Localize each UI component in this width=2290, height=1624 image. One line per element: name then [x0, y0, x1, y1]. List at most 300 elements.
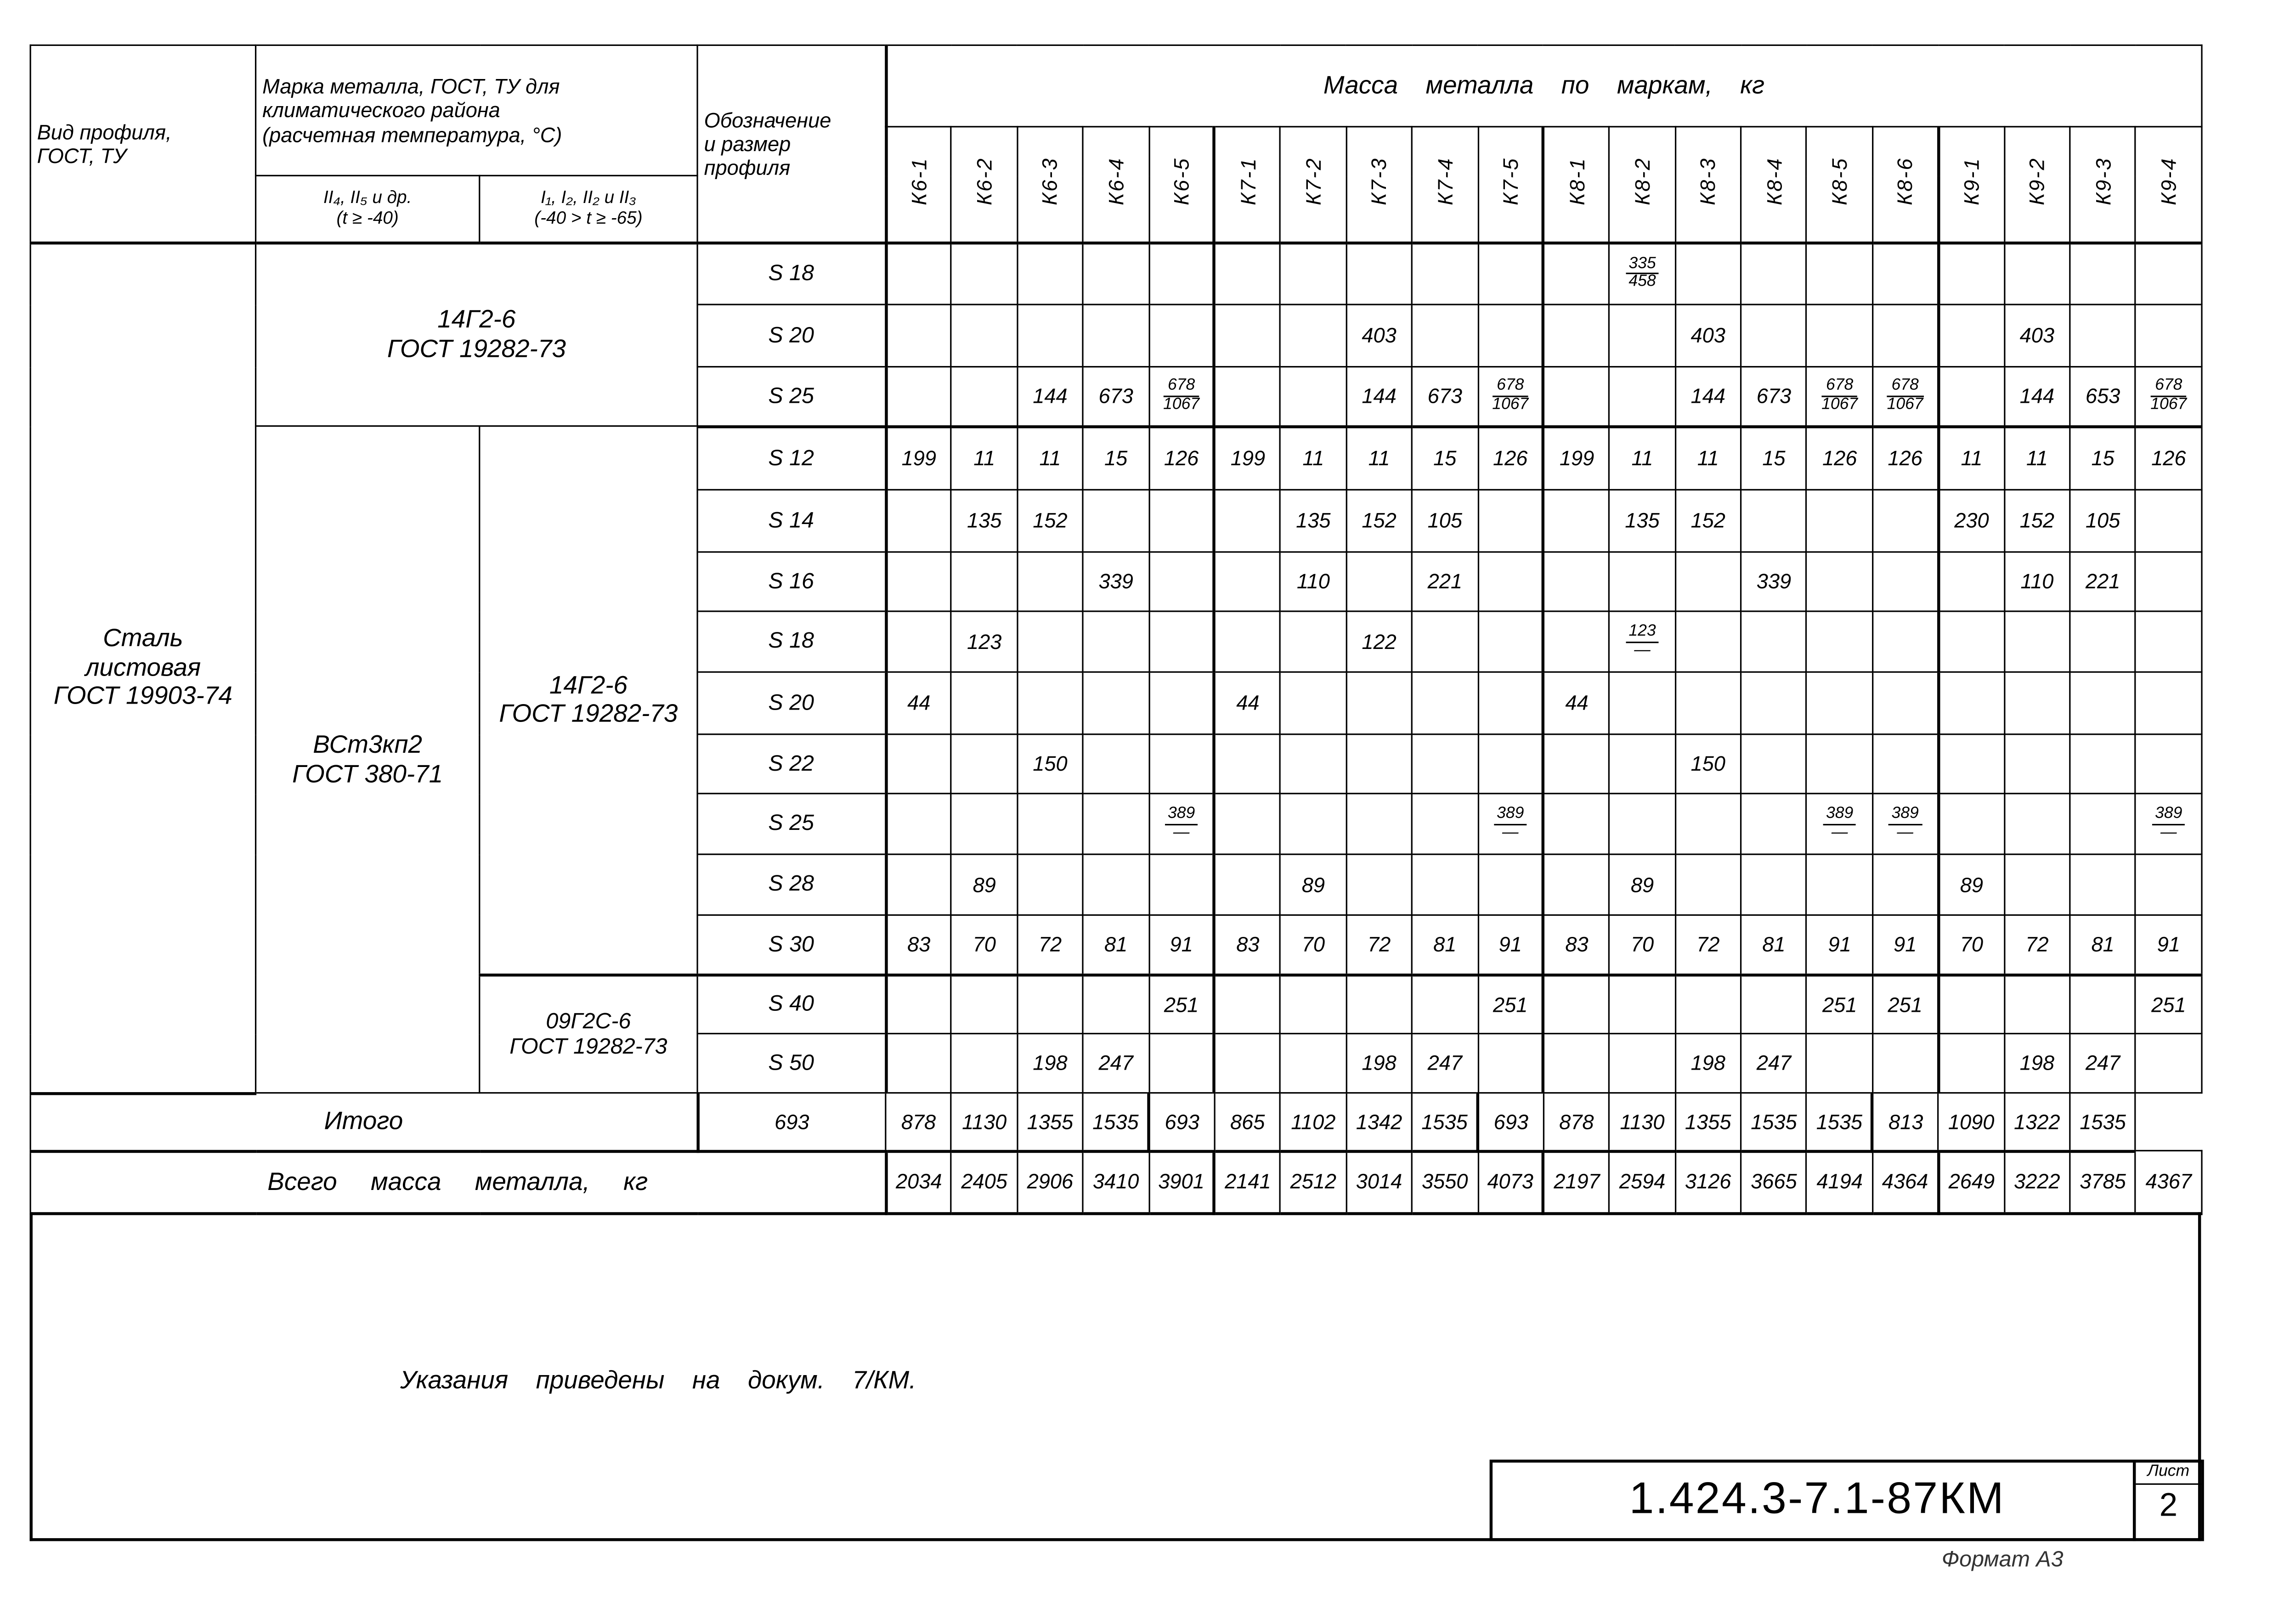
- mass-cell: [1346, 552, 1412, 611]
- mass-cell: 126: [1872, 426, 1938, 490]
- mass-cell: 3126: [1675, 1150, 1741, 1213]
- mass-cell: [1083, 304, 1149, 367]
- mass-cell: [951, 794, 1017, 854]
- sheet-label: Лист: [2136, 1463, 2201, 1485]
- mass-cell: [1807, 490, 1872, 552]
- mass-cell: [1872, 242, 1938, 305]
- mass-cell: 91: [1478, 915, 1544, 974]
- mass-cell: 126: [2136, 426, 2201, 490]
- mark-header: [1346, 127, 1412, 242]
- mass-cell: 1535: [2070, 1093, 2136, 1151]
- mass-cell: 1535: [1741, 1093, 1807, 1151]
- mass-cell: [1346, 854, 1412, 915]
- mass-fraction: [2150, 378, 2187, 414]
- mass-cell: [886, 490, 951, 552]
- mark-label: К7-3: [1367, 158, 1391, 206]
- mass-cell: [951, 552, 1017, 611]
- mass-cell: 813: [1872, 1093, 1938, 1151]
- fraction-bottom: 458: [1628, 273, 1656, 291]
- fraction-top: 389: [1494, 806, 1527, 824]
- designation-cell: S 50: [697, 1033, 886, 1093]
- mass-cell: [1280, 974, 1346, 1033]
- mass-cell: [1544, 367, 1609, 426]
- mark-label: К8-4: [1762, 158, 1786, 206]
- mass-cell: [1149, 1033, 1215, 1093]
- mass-cell: [1346, 242, 1412, 305]
- mass-cell: [1149, 611, 1215, 672]
- mass-cell: [1083, 672, 1149, 734]
- mass-cell: [1675, 552, 1741, 611]
- mass-cell: [2004, 242, 2070, 305]
- mass-cell: [1609, 367, 1675, 426]
- mass-cell: [1544, 552, 1609, 611]
- mass-cell: 2405: [951, 1150, 1017, 1213]
- mass-cell: 44: [1544, 672, 1609, 734]
- subtotal-row: [30, 1093, 2201, 1151]
- mass-cell: 15: [1083, 426, 1149, 490]
- mass-cell: 1355: [1017, 1093, 1083, 1151]
- header-designation: [697, 45, 886, 242]
- mark-header: [1280, 127, 1346, 242]
- mass-cell: 89: [951, 854, 1017, 915]
- mass-cell: 70: [951, 915, 1017, 974]
- mass-cell: [951, 734, 1017, 794]
- mass-cell: [1741, 794, 1807, 854]
- mark-label: К8-3: [1696, 158, 1720, 206]
- mass-cell: [1609, 734, 1675, 794]
- mass-cell: [1807, 304, 1872, 367]
- document-code: 1.424.3-7.1-87КМ: [1629, 1474, 2005, 1523]
- mark-label: К7-5: [1498, 158, 1522, 206]
- mass-cell: [1346, 974, 1412, 1033]
- mass-cell: 105: [2070, 490, 2136, 552]
- mass-cell: 199: [1215, 426, 1280, 490]
- mark-header: [1149, 127, 1215, 242]
- format-label: Формат А3: [1941, 1547, 2064, 1573]
- header-profile: [30, 45, 255, 242]
- mass-cell: [1807, 367, 1872, 426]
- subtotal-label: Итого: [30, 1093, 697, 1151]
- mass-cell: 251: [1807, 974, 1872, 1033]
- mass-cell: 247: [1083, 1033, 1149, 1093]
- mass-cell: 126: [1149, 426, 1215, 490]
- mass-cell: [1741, 974, 1807, 1033]
- mass-fraction: [1821, 378, 1858, 414]
- grade-cell-14g2-top: [256, 242, 698, 426]
- group-profile-l3: ГОСТ 19903-74: [53, 682, 232, 710]
- mass-cell: 403: [2004, 304, 2070, 367]
- mass-cell: [1544, 794, 1609, 854]
- mass-cell: [1149, 490, 1215, 552]
- mark-label: К6-5: [1169, 158, 1193, 206]
- mass-cell: 3901: [1149, 1150, 1215, 1213]
- mass-cell: 44: [1215, 672, 1280, 734]
- mass-cell: 653: [2070, 367, 2136, 426]
- mass-cell: [2136, 304, 2201, 367]
- fraction-top: 678: [2150, 378, 2187, 396]
- mass-cell: 91: [2136, 915, 2201, 974]
- mass-cell: [1149, 242, 1215, 305]
- mass-cell: 144: [1675, 367, 1741, 426]
- note-text: Указания приведены на докум. 7/КМ.: [400, 1366, 916, 1395]
- mass-fraction: [1626, 624, 1659, 660]
- mass-cell: 91: [1149, 915, 1215, 974]
- mark-label: К7-4: [1433, 158, 1457, 206]
- mass-cell: [2136, 611, 2201, 672]
- mark-label: К8-1: [1565, 158, 1589, 206]
- mass-cell: 123: [951, 611, 1017, 672]
- mass-cell: [1741, 734, 1807, 794]
- mass-cell: [1412, 794, 1478, 854]
- mass-cell: [1083, 242, 1149, 305]
- mass-cell: [886, 367, 951, 426]
- header-grade-sub2: [480, 175, 697, 242]
- fraction-bottom: —: [1173, 823, 1190, 841]
- mass-fraction: [2152, 806, 2185, 842]
- mark-label: К8-5: [1827, 158, 1852, 206]
- fraction-top: 389: [2152, 806, 2185, 824]
- header-grade-sub1-l2: (t ≥ -40): [336, 207, 399, 228]
- mass-cell: [1017, 552, 1083, 611]
- mass-cell: [1872, 490, 1938, 552]
- fraction-top: 678: [1887, 378, 1923, 396]
- mass-cell: [1478, 1033, 1544, 1093]
- header-grade-l3: (расчетная температура, °С): [262, 122, 562, 146]
- mass-cell: [1939, 672, 2004, 734]
- mass-cell: [1544, 304, 1609, 367]
- mass-cell: [1017, 672, 1083, 734]
- mass-cell: 247: [2070, 1033, 2136, 1093]
- mass-cell: [1478, 490, 1544, 552]
- mass-cell: [1215, 242, 1280, 305]
- profile-cell: [30, 242, 255, 1093]
- header-profile-l1: Вид профиля,: [37, 119, 172, 143]
- mass-cell: [2136, 794, 2201, 854]
- mark-label: К8-6: [1893, 158, 1917, 206]
- mass-cell: [886, 552, 951, 611]
- header-designation-l3: профиля: [704, 155, 791, 179]
- group-grade-d-l1: 09Г2С-6: [546, 1008, 631, 1034]
- mass-cell: 70: [1609, 915, 1675, 974]
- designation-cell: S 18: [697, 611, 886, 672]
- mass-cell: 251: [1478, 974, 1544, 1033]
- fraction-top: 389: [1823, 806, 1856, 824]
- mass-cell: 221: [1412, 552, 1478, 611]
- mass-cell: 221: [2070, 552, 2136, 611]
- mark-header: [1741, 127, 1807, 242]
- mass-cell: [2070, 672, 2136, 734]
- fraction-bottom: 1067: [1887, 395, 1923, 413]
- mark-label: К9-1: [1959, 158, 1984, 206]
- mass-cell: [1478, 794, 1544, 854]
- mass-cell: [1939, 367, 2004, 426]
- mass-cell: 122: [1346, 611, 1412, 672]
- mass-cell: 72: [2004, 915, 2070, 974]
- fraction-top: 678: [1492, 378, 1528, 396]
- mass-cell: [1280, 304, 1346, 367]
- mass-cell: [1215, 611, 1280, 672]
- mass-cell: [1544, 734, 1609, 794]
- total-row: [30, 1150, 2201, 1213]
- mass-cell: 1342: [1346, 1093, 1412, 1151]
- mass-cell: 83: [886, 915, 951, 974]
- mass-cell: [1149, 672, 1215, 734]
- header-grade-sub1: [256, 175, 480, 242]
- mass-cell: 199: [886, 426, 951, 490]
- mass-cell: [1609, 242, 1675, 305]
- mass-cell: [886, 304, 951, 367]
- mass-cell: [1872, 1033, 1938, 1093]
- mark-header: [886, 127, 951, 242]
- mass-cell: [1544, 1033, 1609, 1093]
- designation-cell: S 12: [697, 426, 886, 490]
- header-designation-l2: и размер: [704, 131, 791, 155]
- header-grade-sub2-l2: (-40 > t ≥ -65): [534, 207, 643, 228]
- mass-cell: 91: [1872, 915, 1938, 974]
- mass-fraction: [1492, 378, 1528, 414]
- fraction-top: 335: [1626, 256, 1659, 274]
- mass-cell: [1807, 552, 1872, 611]
- mass-cell: 673: [1741, 367, 1807, 426]
- mass-cell: 72: [1675, 915, 1741, 974]
- mass-cell: 1102: [1280, 1093, 1346, 1151]
- mass-cell: 89: [1939, 854, 2004, 915]
- mass-cell: [2070, 794, 2136, 854]
- mass-cell: 83: [1544, 915, 1609, 974]
- mark-header: [1412, 127, 1478, 242]
- mass-cell: 150: [1675, 734, 1741, 794]
- grade-cell-14g2: [480, 426, 697, 975]
- mass-cell: [2136, 854, 2201, 915]
- mass-cell: [1215, 974, 1280, 1033]
- mark-header: [2136, 127, 2201, 242]
- mass-cell: 3222: [2004, 1150, 2070, 1213]
- fraction-bottom: —: [2160, 823, 2177, 841]
- mass-cell: [1872, 611, 1938, 672]
- mass-cell: [1609, 672, 1675, 734]
- mass-cell: [1280, 734, 1346, 794]
- mass-cell: [1280, 672, 1346, 734]
- mass-cell: [1807, 854, 1872, 915]
- mark-label: К6-3: [1038, 158, 1062, 206]
- mass-cell: [1083, 611, 1149, 672]
- mass-cell: 70: [1280, 915, 1346, 974]
- mark-label: К6-2: [972, 158, 996, 206]
- mass-cell: 81: [2070, 915, 2136, 974]
- mass-cell: 15: [2070, 426, 2136, 490]
- mass-cell: [1017, 794, 1083, 854]
- mass-cell: 91: [1807, 915, 1872, 974]
- mass-cell: [2004, 794, 2070, 854]
- mass-cell: [1675, 974, 1741, 1033]
- mark-label: К9-3: [2091, 158, 2115, 206]
- mass-cell: 878: [886, 1093, 951, 1151]
- mass-cell: [1149, 304, 1215, 367]
- mass-cell: [1544, 611, 1609, 672]
- mass-cell: [1215, 490, 1280, 552]
- group-grade-c-l2: ГОСТ 19282-73: [499, 699, 678, 728]
- designation-cell: S 18: [697, 242, 886, 305]
- mass-cell: 1535: [1412, 1093, 1478, 1151]
- mass-cell: 2649: [1939, 1150, 2004, 1213]
- mass-cell: [1939, 974, 2004, 1033]
- mass-cell: 4194: [1807, 1150, 1872, 1213]
- mass-cell: [1215, 304, 1280, 367]
- mass-cell: 3014: [1346, 1150, 1412, 1213]
- mass-cell: [1609, 611, 1675, 672]
- mass-cell: 1535: [1083, 1093, 1149, 1151]
- mass-cell: [1478, 611, 1544, 672]
- fraction-bottom: 1067: [2150, 395, 2187, 413]
- mass-cell: 198: [1675, 1033, 1741, 1093]
- mass-cell: [951, 1033, 1017, 1093]
- mass-cell: [1149, 854, 1215, 915]
- mass-cell: 2594: [1609, 1150, 1675, 1213]
- mark-label: К7-1: [1236, 158, 1260, 206]
- mass-cell: [1741, 672, 1807, 734]
- mass-cell: [1412, 734, 1478, 794]
- mass-cell: [1412, 304, 1478, 367]
- mass-cell: [1215, 367, 1280, 426]
- mark-header: [1083, 127, 1149, 242]
- designation-cell: S 14: [697, 490, 886, 552]
- mark-header: [1215, 127, 1280, 242]
- mass-cell: 152: [1017, 490, 1083, 552]
- mass-cell: [1149, 794, 1215, 854]
- mass-cell: 247: [1412, 1033, 1478, 1093]
- mass-cell: [1017, 611, 1083, 672]
- mass-cell: 3550: [1412, 1150, 1478, 1213]
- mass-cell: [1939, 611, 2004, 672]
- mass-cell: [1478, 242, 1544, 305]
- fraction-bottom: —: [1897, 823, 1913, 841]
- mass-cell: [886, 854, 951, 915]
- mass-cell: [886, 242, 951, 305]
- mass-cell: 135: [1609, 490, 1675, 552]
- designation-cell: S 30: [697, 915, 886, 974]
- group-grade-a-l2: ГОСТ 19282-73: [387, 334, 566, 363]
- mass-cell: 110: [2004, 552, 2070, 611]
- mass-cell: 152: [2004, 490, 2070, 552]
- mass-cell: 251: [1872, 974, 1938, 1033]
- designation-cell: S 25: [697, 367, 886, 426]
- mass-cell: 1535: [1807, 1093, 1872, 1151]
- mass-cell: [1083, 490, 1149, 552]
- fraction-top: 389: [1889, 806, 1922, 824]
- mass-cell: [951, 242, 1017, 305]
- mass-fraction: [1163, 378, 1199, 414]
- mass-cell: [1346, 794, 1412, 854]
- title-block: [1490, 1460, 2204, 1541]
- mass-cell: [1609, 552, 1675, 611]
- mass-cell: [2136, 490, 2201, 552]
- mass-cell: 81: [1741, 915, 1807, 974]
- mark-header: [1478, 127, 1544, 242]
- designation-cell: S 40: [697, 974, 886, 1033]
- fraction-top: 123: [1626, 624, 1659, 642]
- mass-cell: [2136, 734, 2201, 794]
- mass-cell: [1346, 672, 1412, 734]
- mass-cell: 693: [1478, 1093, 1544, 1151]
- mass-cell: [1544, 854, 1609, 915]
- grade-cell-vst3kp2: [256, 426, 480, 1093]
- mass-cell: [1280, 367, 1346, 426]
- mass-cell: [951, 974, 1017, 1033]
- mass-cell: 11: [1017, 426, 1083, 490]
- group-grade-c-l1: 14Г2-6: [549, 671, 628, 699]
- header-grade-sub1-l1: II₄, II₅ и др.: [323, 186, 412, 208]
- mass-cell: 1130: [1609, 1093, 1675, 1151]
- mass-cell: [1215, 854, 1280, 915]
- mass-cell: [1017, 974, 1083, 1033]
- header-grade-l2: климатического района: [262, 98, 500, 123]
- mass-cell: 673: [1083, 367, 1149, 426]
- mass-cell: [1083, 794, 1149, 854]
- mass-cell: 150: [1017, 734, 1083, 794]
- mass-cell: [1215, 734, 1280, 794]
- mass-cell: [1939, 242, 2004, 305]
- mass-cell: [1412, 611, 1478, 672]
- mass-cell: [1872, 367, 1938, 426]
- mass-cell: [886, 734, 951, 794]
- mass-cell: [1939, 304, 2004, 367]
- mass-cell: 693: [1149, 1093, 1215, 1151]
- mass-cell: 247: [1741, 1033, 1807, 1093]
- mark-label: К7-2: [1301, 158, 1325, 206]
- mass-cell: [1083, 854, 1149, 915]
- total-label: Всего масса металла, кг: [30, 1150, 886, 1213]
- designation-cell: S 16: [697, 552, 886, 611]
- mass-cell: [1609, 304, 1675, 367]
- header-grade: [256, 45, 698, 175]
- mass-cell: 2034: [886, 1150, 951, 1213]
- mass-fraction: [1494, 806, 1527, 842]
- mass-cell: 72: [1017, 915, 1083, 974]
- mass-cell: [1017, 242, 1083, 305]
- mass-cell: [886, 611, 951, 672]
- mass-cell: [1412, 854, 1478, 915]
- header-designation-l1: Обозначение: [704, 107, 831, 131]
- mark-header: [2070, 127, 2136, 242]
- mass-cell: [1280, 611, 1346, 672]
- mass-cell: 230: [1939, 490, 2004, 552]
- fraction-bottom: 1067: [1163, 395, 1200, 413]
- mass-cell: [1478, 854, 1544, 915]
- mark-label: К6-1: [907, 158, 931, 206]
- mass-cell: [951, 367, 1017, 426]
- mass-cell: [2070, 242, 2136, 305]
- mass-cell: [2070, 974, 2136, 1033]
- mark-header: [1807, 127, 1872, 242]
- mass-cell: [2004, 854, 2070, 915]
- mass-cell: [1675, 794, 1741, 854]
- mass-cell: 144: [1346, 367, 1412, 426]
- mass-cell: 152: [1346, 490, 1412, 552]
- mass-cell: 878: [1544, 1093, 1609, 1151]
- mass-cell: 339: [1741, 552, 1807, 611]
- mass-cell: [1149, 552, 1215, 611]
- mass-cell: [1675, 672, 1741, 734]
- mass-cell: [886, 794, 951, 854]
- fraction-bottom: 1067: [1821, 395, 1858, 413]
- mark-header: [1544, 127, 1609, 242]
- mass-cell: 3410: [1083, 1150, 1149, 1213]
- mass-cell: 673: [1412, 367, 1478, 426]
- mass-cell: [1280, 242, 1346, 305]
- mass-cell: [1544, 242, 1609, 305]
- mass-cell: [1807, 242, 1872, 305]
- metal-mass-table: [30, 45, 2203, 1214]
